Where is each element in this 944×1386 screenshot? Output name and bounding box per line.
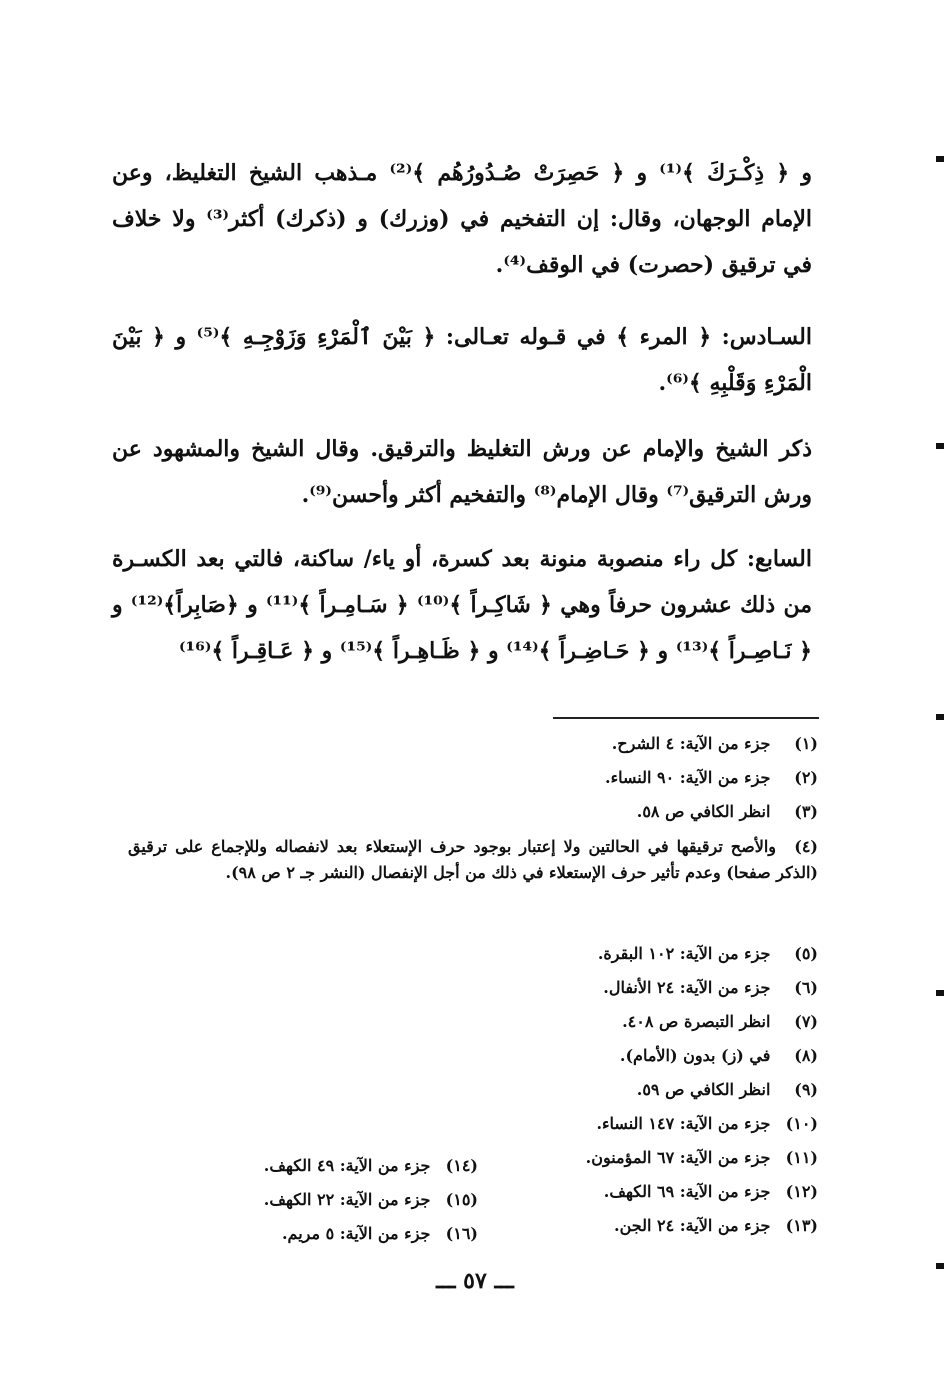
footnote-4 — [128, 834, 818, 886]
footnote-8 — [586, 1043, 818, 1077]
footnote-number: (٩) — [794, 1080, 818, 1099]
footnote-number: (٤) — [794, 837, 818, 856]
footnote-text: جزء من الآية: ٤٩ الكهف. — [263, 1156, 431, 1175]
footnote-number: (١٤) — [445, 1156, 478, 1175]
footnote-9 — [586, 1077, 818, 1111]
scan-edge-mark — [936, 1263, 944, 1269]
footnote-number: (٨) — [794, 1046, 818, 1065]
footnote-separator — [553, 717, 819, 719]
footnotes-right-top — [605, 731, 818, 833]
footnote-number: (١٣) — [785, 1216, 818, 1235]
footnote-6 — [586, 975, 818, 1009]
footnote-15 — [264, 1187, 478, 1221]
footnote-7 — [586, 1009, 818, 1043]
paragraph-4: السابع: كل راء منصوبة منونة بعد كسرة، أو ياء/ ساكنة، فالتي بعد الكسـرة من ذلك عشرون حرفاً وهي ﴿ شَاكِـراً ﴾⁽¹⁰⁾ ﴿ سَـامِـراً ﴾⁽¹¹⁾ و ﴿صَابِراً﴾⁽¹²⁾ و ﴿ نَـاصِـراً ﴾⁽¹³⁾ و ﴿ حَـاضِـراً ﴾⁽¹⁴⁾ و ﴿ ظَـاهِـراً ﴾⁽¹⁵⁾ و ﴿ عَـاقِـراً ﴾⁽¹⁶⁾ — [112, 546, 812, 664]
footnote-13 — [586, 1213, 818, 1247]
footnote-text: جزء من الآية: ٦٧ المؤمنون. — [585, 1148, 771, 1167]
scan-edge-mark — [936, 990, 944, 996]
footnote-text: جزء من الآية: ٥ مريم. — [281, 1224, 431, 1243]
footnotes-right-bottom — [586, 941, 818, 1247]
footnote-11 — [586, 1145, 818, 1179]
scan-edge-mark — [936, 443, 944, 449]
footnote-number: (٣) — [794, 802, 818, 821]
footnote-text: انظر الكافي ص ٥٩. — [636, 1080, 771, 1099]
footnote-text: انظر التبصرة ص ٤٠٨. — [622, 1012, 771, 1031]
scan-edge-mark — [936, 714, 944, 720]
footnote-number: (١٥) — [445, 1190, 478, 1209]
footnote-number: (٧) — [794, 1012, 818, 1031]
footnote-number: (٦) — [794, 978, 818, 997]
footnote-text: جزء من الآية: ٤ الشرح. — [611, 734, 771, 753]
page-number: ـــ ٥٧ ـــ — [436, 1268, 514, 1294]
footnote-text: جزء من الآية: ٢٤ الجن. — [614, 1216, 771, 1235]
footnote-text: جزء من الآية: ٩٠ النساء. — [605, 768, 771, 787]
footnote-text: جزء من الآية: ١٠٢ البقرة. — [597, 944, 771, 963]
footnote-number: (١١) — [785, 1148, 818, 1167]
scan-edge-mark — [936, 156, 944, 162]
footnote-1 — [605, 731, 818, 765]
footnote-5 — [586, 941, 818, 975]
footnote-12 — [586, 1179, 818, 1213]
footnotes-left — [264, 1153, 478, 1255]
footnote-text: جزء من الآية: ٢٢ الكهف. — [263, 1190, 431, 1209]
footnote-number: (١٢) — [785, 1182, 818, 1201]
paragraph-3: ذكر الشيخ والإمام عن ورش التغليظ والترقيق. وقال الشيخ والمشهود عن ورش الترقيق⁽⁷⁾ وقال الإمام⁽⁸⁾ والتفخيم أكثر وأحسن⁽⁹⁾. — [112, 436, 812, 508]
paragraph-1: و ﴿ ذِكْـرَكَ ﴾⁽¹⁾ و ﴿ حَصِرَتْ صُـدُورُهُم ﴾⁽²⁾ مـذهب الشيخ التغليظ، وعن الإمام الوجهان، وقال: إن التفخيم في (وزرك) و (ذكرك) أكثر⁽³⁾ ولا خلاف في ترقيق (حصرت) في الوقف⁽⁴⁾. — [112, 160, 812, 278]
footnote-text: جزء من الآية: ٦٩ الكهف. — [603, 1182, 771, 1201]
footnote-10 — [586, 1111, 818, 1145]
footnote-text: والأصح ترقيقها في الحالتين ولا إعتبار بوجود حرف الإستعلاء بعد لانفصاله وللإجماع على ترقيق (الذكر صفحا) وعدم تأثير حرف الإستعلاء في ذلك من أجل الإنفصال (النشر جـ ٢ ص ٩٨). — [128, 837, 818, 882]
footnote-text: جزء من الآية: ٢٤ الأنفال. — [603, 978, 771, 997]
footnote-number: (١٦) — [445, 1224, 478, 1243]
footnote-text: انظر الكافي ص ٥٨. — [636, 802, 771, 821]
footnote-3 — [605, 799, 818, 833]
footnote-number: (١) — [794, 734, 818, 753]
footnote-text: في (ز) بدون (الأمام). — [619, 1046, 771, 1065]
footnote-number: (٢) — [794, 768, 818, 787]
footnote-2 — [605, 765, 818, 799]
footnote-14 — [264, 1153, 478, 1187]
footnote-number: (٥) — [794, 944, 818, 963]
footnote-number: (١٠) — [785, 1114, 818, 1133]
paragraph-2: السـادس: ﴿ المرء ﴾ في قـوله تعـالى: ﴿ بَيْنَ ٱلْمَرْءِ وَزَوْجِـهِ ﴾⁽⁵⁾ و ﴿ بَيْنَ الْمَرْءِ وَقَلْبِهِ ﴾⁽⁶⁾. — [112, 324, 812, 396]
footnote-16 — [264, 1221, 478, 1255]
footnote-text: جزء من الآية: ١٤٧ النساء. — [596, 1114, 771, 1133]
